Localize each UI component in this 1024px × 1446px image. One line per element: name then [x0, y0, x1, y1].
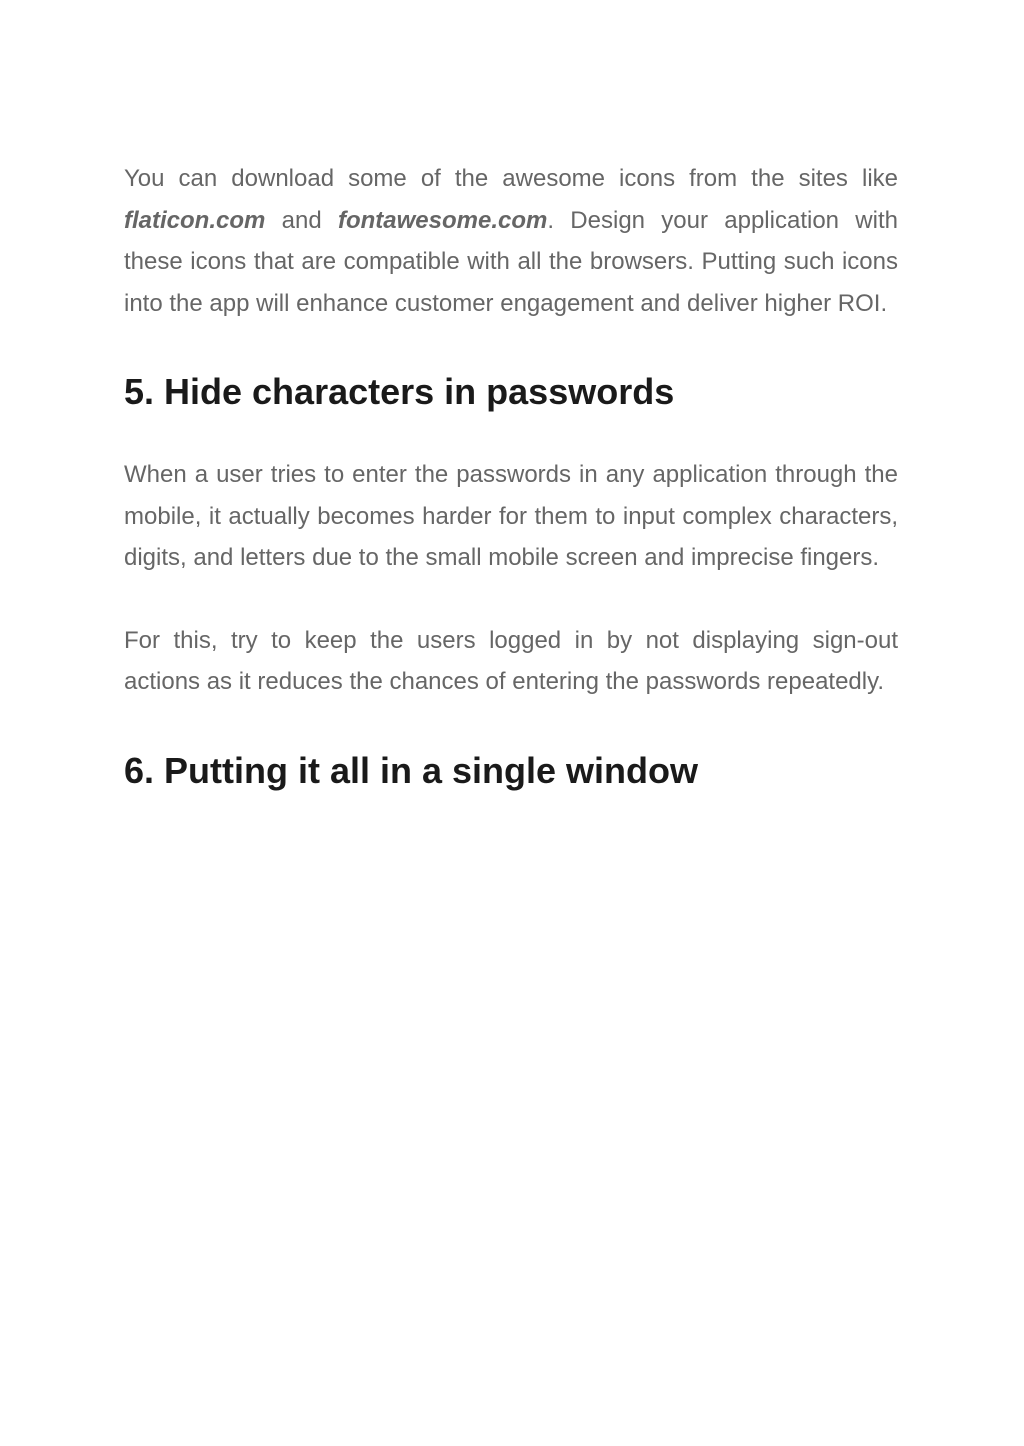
- section-6-heading: 6. Putting it all in a single window: [124, 749, 699, 791]
- fontawesome-site-name: fontawesome.com: [337, 206, 548, 234]
- intro-text-and: and: [265, 206, 338, 234]
- section-5-paragraph-1: When a user tries to enter the passwords in any application through the mobile, it actually becomes harder for them to input complex characters, digits, and letters due to the small mobile screen and imprecise fingers.: [124, 461, 898, 571]
- flaticon-site-name: flaticon.com: [124, 206, 266, 234]
- intro-paragraph: [124, 158, 898, 324]
- section-5-paragraph-2: For this, try to keep the users logged in by not displaying sign-out actions as it reduces the chances of entering the passwords repeatedly.: [124, 626, 898, 695]
- document-page: [124, 158, 898, 793]
- intro-text-start: You can download some of the awesome icons from the sites like: [124, 165, 898, 192]
- intro-text-end: . Design your application with these icons that are compatible with all the browsers. Putting such icons into the app will enhance customer engagement and deliver higher ROI.: [124, 206, 898, 317]
- section-5-heading: 5. Hide characters in passwords: [124, 371, 675, 412]
